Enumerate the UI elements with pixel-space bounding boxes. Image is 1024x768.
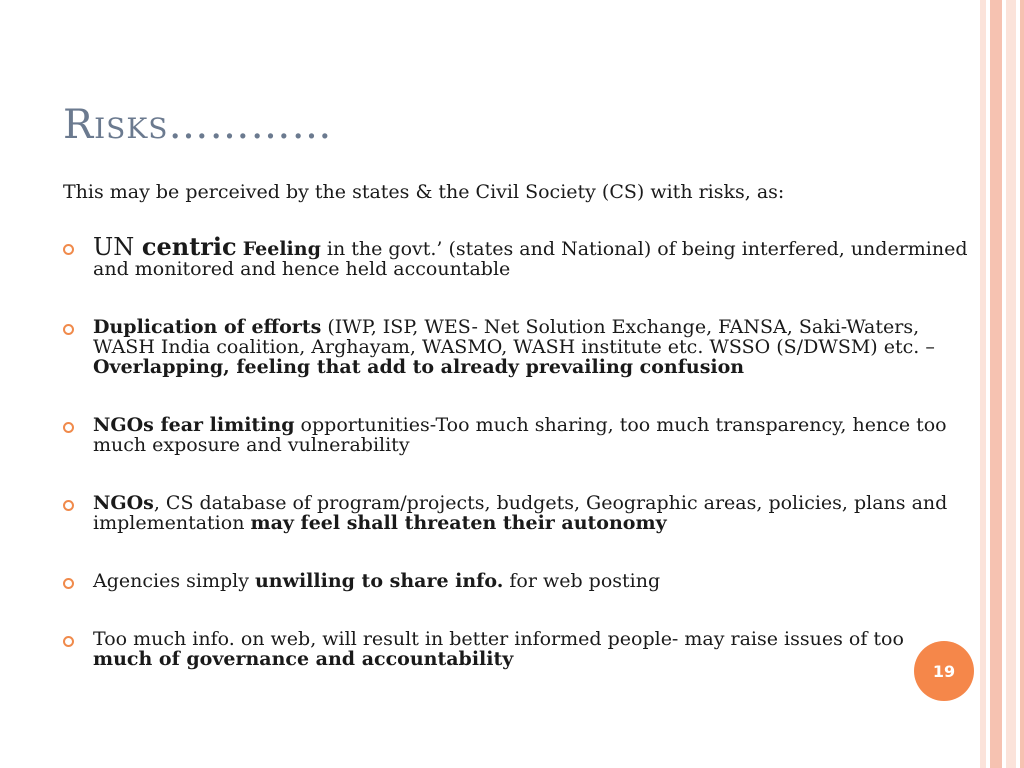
bullet-bold-text: unwilling to share info. <box>254 570 504 592</box>
bullet-text: in the govt.’ (states and National) of being interfered, undermined and monitored and hence held accountable <box>93 238 968 280</box>
bullet-bold-text: Duplication of efforts <box>93 316 322 338</box>
bullet-text: Too much info. on web, will result in better informed people- may raise issues of too <box>93 628 904 650</box>
bullet-text: Agencies simply <box>93 570 255 592</box>
bullet-circle-icon <box>63 500 74 511</box>
bullet-bold-text: NGOs fear limiting <box>93 414 295 436</box>
bullet-bold-text: centric <box>141 232 237 261</box>
bullet-item-duplication <box>63 317 968 377</box>
bullet-bold-text: much of governance and accountability <box>93 648 514 670</box>
bullet-text: , CS database of program/projects, budgets, Geographic areas, policies, plans and implementation <box>93 492 948 534</box>
bullet-bold-text: NGOs <box>93 492 154 514</box>
bullet-text: opportunities-Too much sharing, too much transparency, hence too much exposure and vulnerability <box>93 414 947 456</box>
bullet-bold-text: Overlapping, feeling that add to already prevailing confusion <box>93 356 745 378</box>
bullet-text: (IWP, ISP, WES- Net Solution Exchange, FANSA, Saki-Waters, WASH India coalition, Arghayam, WASMO, WASH institute etc. WSSO (S/DWSM) etc. – <box>93 316 935 358</box>
stripe <box>1006 0 1016 768</box>
bullet-text: UN <box>93 233 142 261</box>
bullet-item-ngos-fear <box>63 415 968 455</box>
bullet-circle-icon <box>63 422 74 433</box>
bullet-item-too-much-info <box>63 629 968 669</box>
bullet-circle-icon <box>63 636 74 647</box>
bullet-list <box>63 232 968 707</box>
bullet-bold-text: may feel shall threaten their autonomy <box>250 512 667 534</box>
stripe <box>1020 0 1024 768</box>
bullet-item-agencies <box>63 571 968 591</box>
stripe <box>980 0 986 768</box>
bullet-bold-text: Feeling <box>242 238 321 260</box>
bullet-item-ngos-database <box>63 493 968 533</box>
page-number-badge: 19 <box>914 641 974 701</box>
slide-title: Risks………… <box>63 102 333 148</box>
decorative-side-stripes <box>974 0 1024 768</box>
bullet-circle-icon <box>63 244 74 255</box>
bullet-item-un-centric <box>63 232 968 280</box>
bullet-circle-icon <box>63 324 74 335</box>
stripe <box>990 0 1002 768</box>
bullet-circle-icon <box>63 578 74 589</box>
bullet-text: for web posting <box>503 570 661 592</box>
slide-intro: This may be perceived by the states & the Civil Society (CS) with risks, as: <box>63 181 785 203</box>
